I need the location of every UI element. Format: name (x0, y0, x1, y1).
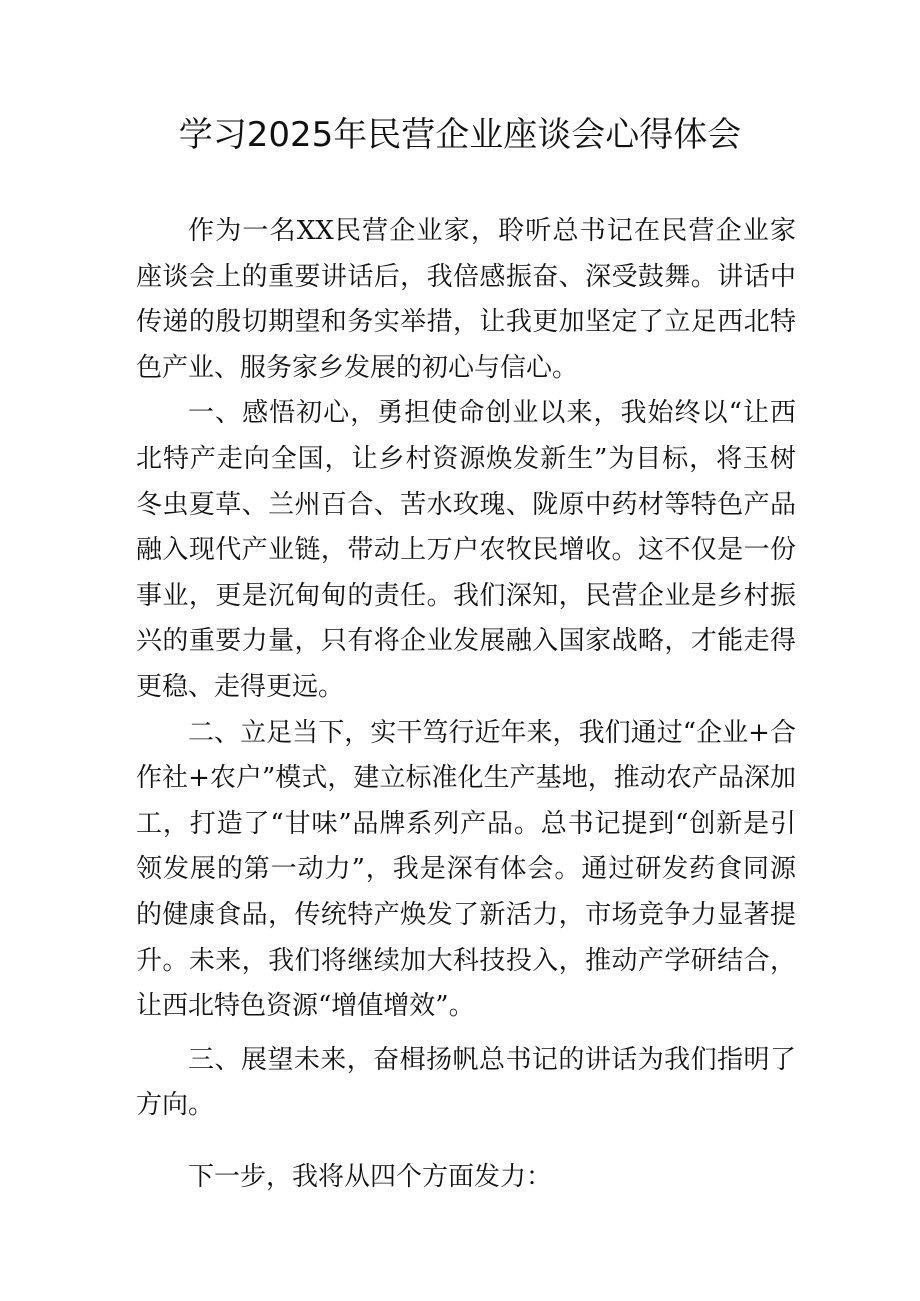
paragraph-next-steps: 下一步，我将从四个方面发力： (188, 1161, 553, 1192)
paragraph-section-two: 二、立足当下，实干笃行近年来，我们通过“企业+合作社+农户”模式，建立标准化生产基地，推动农产品深加工，打造了“甘味”品牌系列产品。总书记提到“创新是引领发展的第一动力”，我是深有体会。通过研发药食同源的健康食品，传统特产焕发了新活力，市场竞争力显著提升。未来，我们将继续加大科技投入，推动产学研结合，让西北特色资源“增值增效”。 (136, 717, 796, 1022)
paragraph-section-one: 一、感悟初心，勇担使命创业以来，我始终以“让西北特产走向全国，让乡村资源焕发新生”为目标，将玉树冬虫夏草、兰州百合、苦水玫瑰、陇原中药材等特色产品融入现代产业链，带动上万户农牧民增收。这不仅是一份事业，更是沉甸甸的责任。我们深知，民营企业是乡村振兴的重要力量，只有将企业发展融入国家战略，才能走得更稳、走得更远。 (136, 398, 796, 702)
paragraph-intro: 作为一名XX民营企业家，聆听总书记在民营企业家座谈会上的重要讲话后，我倍感振奋、深受鼓舞。讲话中传递的殷切期望和务实举措，让我更加坚定了立足西北特色产业、服务家乡发展的初心与信心。 (136, 216, 796, 383)
document-title: 学习2025年民营企业座谈会心得体会 (178, 115, 742, 155)
document-body (136, 209, 796, 1200)
paragraph-section-three: 三、展望未来，奋楫扬帆总书记的讲话为我们指明了方向。 (136, 1044, 796, 1121)
